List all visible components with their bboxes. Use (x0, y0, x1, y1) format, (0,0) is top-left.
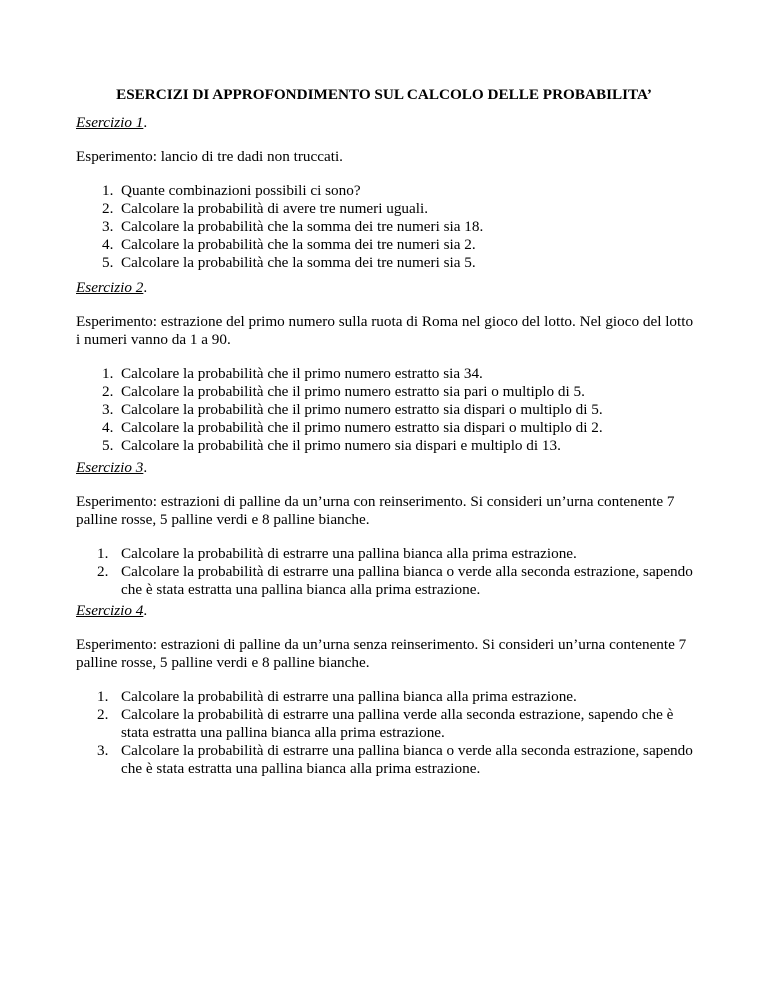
list-item-text: Calcolare la probabilità che il primo numero estratto sia dispari o multiplo di 5. (121, 401, 603, 418)
list-item-number: 3. (97, 742, 109, 759)
list-item (76, 218, 696, 236)
list-item (76, 742, 696, 778)
list-item-text: Calcolare la probabilità di avere tre numeri uguali. (121, 200, 428, 217)
exercise-4-intro: Esperimento: estrazioni di palline da un’urna senza reinserimento. Si consideri un’urna contenente 7 palline rosse, 5 palline verdi e 8 palline bianche. (76, 636, 687, 671)
list-item-text: Calcolare la probabilità di estrarre una pallina bianca alla prima estrazione. (121, 545, 577, 562)
list-item-text: Calcolare la probabilità di estrarre una pallina verde alla seconda estrazione, sapendo che è stata estratta una pallina bianca alla prima estrazione. (121, 706, 674, 741)
list-item (76, 563, 696, 599)
exercise-1-intro: Esperimento: lancio di tre dadi non truccati. (76, 148, 343, 165)
list-item-number: 5. (102, 437, 114, 454)
exercise-1-heading: Esercizio 1 (76, 114, 144, 131)
list-item-number: 2. (102, 200, 114, 217)
exercise-2-heading: Esercizio 2 (76, 279, 144, 296)
list-item-number: 2. (102, 383, 114, 400)
list-item-number: 3. (102, 401, 114, 418)
list-item-number: 1. (102, 182, 114, 199)
list-item-number: 1. (102, 365, 114, 382)
list-item (76, 688, 696, 706)
exercise-1 (76, 114, 696, 272)
list-item (76, 182, 696, 200)
exercise-4-list (76, 688, 696, 778)
list-item-text: Calcolare la probabilità che il primo numero estratto sia dispari o multiplo di 2. (121, 419, 603, 436)
exercise-4 (76, 602, 696, 778)
list-item-number: 1. (97, 688, 109, 705)
list-item-text: Calcolare la probabilità che la somma dei tre numeri sia 2. (121, 236, 476, 253)
exercise-2-heading-line: Esercizio 2. (76, 279, 148, 296)
list-item-text: Quante combinazioni possibili ci sono? (121, 182, 361, 199)
list-item (76, 706, 696, 742)
exercise-3-heading-line: Esercizio 3. (76, 459, 148, 476)
exercise-1-heading-line: Esercizio 1. (76, 114, 148, 131)
list-item (76, 200, 696, 218)
list-item-text: Calcolare la probabilità che il primo numero estratto sia 34. (121, 365, 483, 382)
exercise-3-intro: Esperimento: estrazioni di palline da un’urna con reinserimento. Si consideri un’urna contenente 7 palline rosse, 5 palline verdi e 8 palline bianche. (76, 493, 675, 528)
list-item-text: Calcolare la probabilità che la somma dei tre numeri sia 18. (121, 218, 484, 235)
exercise-3-heading: Esercizio 3 (76, 459, 144, 476)
list-item-number: 1. (97, 545, 109, 562)
list-item-number: 4. (102, 236, 114, 253)
list-item-number: 4. (102, 419, 114, 436)
exercise-4-heading-line: Esercizio 4. (76, 602, 148, 619)
list-item-number: 5. (102, 254, 114, 271)
list-item (76, 236, 696, 254)
list-item-text: Calcolare la probabilità di estrarre una pallina bianca o verde alla seconda estrazione, sapendo che è stata estratta una pallina bianca alla prima estrazione. (121, 742, 693, 777)
list-item-text: Calcolare la probabilità che il primo numero sia dispari e multiplo di 13. (121, 437, 561, 454)
list-item-text: Calcolare la probabilità di estrarre una pallina bianca alla prima estrazione. (121, 688, 577, 705)
exercise-3-list (76, 545, 696, 599)
list-item-text: Calcolare la probabilità di estrarre una pallina bianca o verde alla seconda estrazione, sapendo che è stata estratta una pallina bianca alla prima estrazione. (121, 563, 693, 598)
exercise-3 (76, 459, 696, 599)
list-item-number: 2. (97, 706, 109, 723)
list-item (76, 254, 696, 272)
list-item (76, 401, 696, 419)
list-item (76, 545, 696, 563)
exercise-2 (76, 279, 696, 455)
list-item-text: Calcolare la probabilità che la somma dei tre numeri sia 5. (121, 254, 476, 271)
exercise-2-intro: Esperimento: estrazione del primo numero sulla ruota di Roma nel gioco del lotto. Nel gioco del lotto i numeri vanno da 1 a 90. (76, 313, 694, 348)
exercise-2-list (76, 365, 696, 455)
list-item-text: Calcolare la probabilità che il primo numero estratto sia pari o multiplo di 5. (121, 383, 585, 400)
list-item (76, 365, 696, 383)
list-item (76, 437, 696, 455)
exercise-1-list (76, 182, 696, 272)
list-item (76, 419, 696, 437)
exercise-4-heading: Esercizio 4 (76, 602, 144, 619)
list-item-number: 2. (97, 563, 109, 580)
list-item-number: 3. (102, 218, 114, 235)
document-title: ESERCIZI DI APPROFONDIMENTO SUL CALCOLO DELLE PROBABILITA’ (116, 86, 652, 103)
list-item (76, 383, 696, 401)
